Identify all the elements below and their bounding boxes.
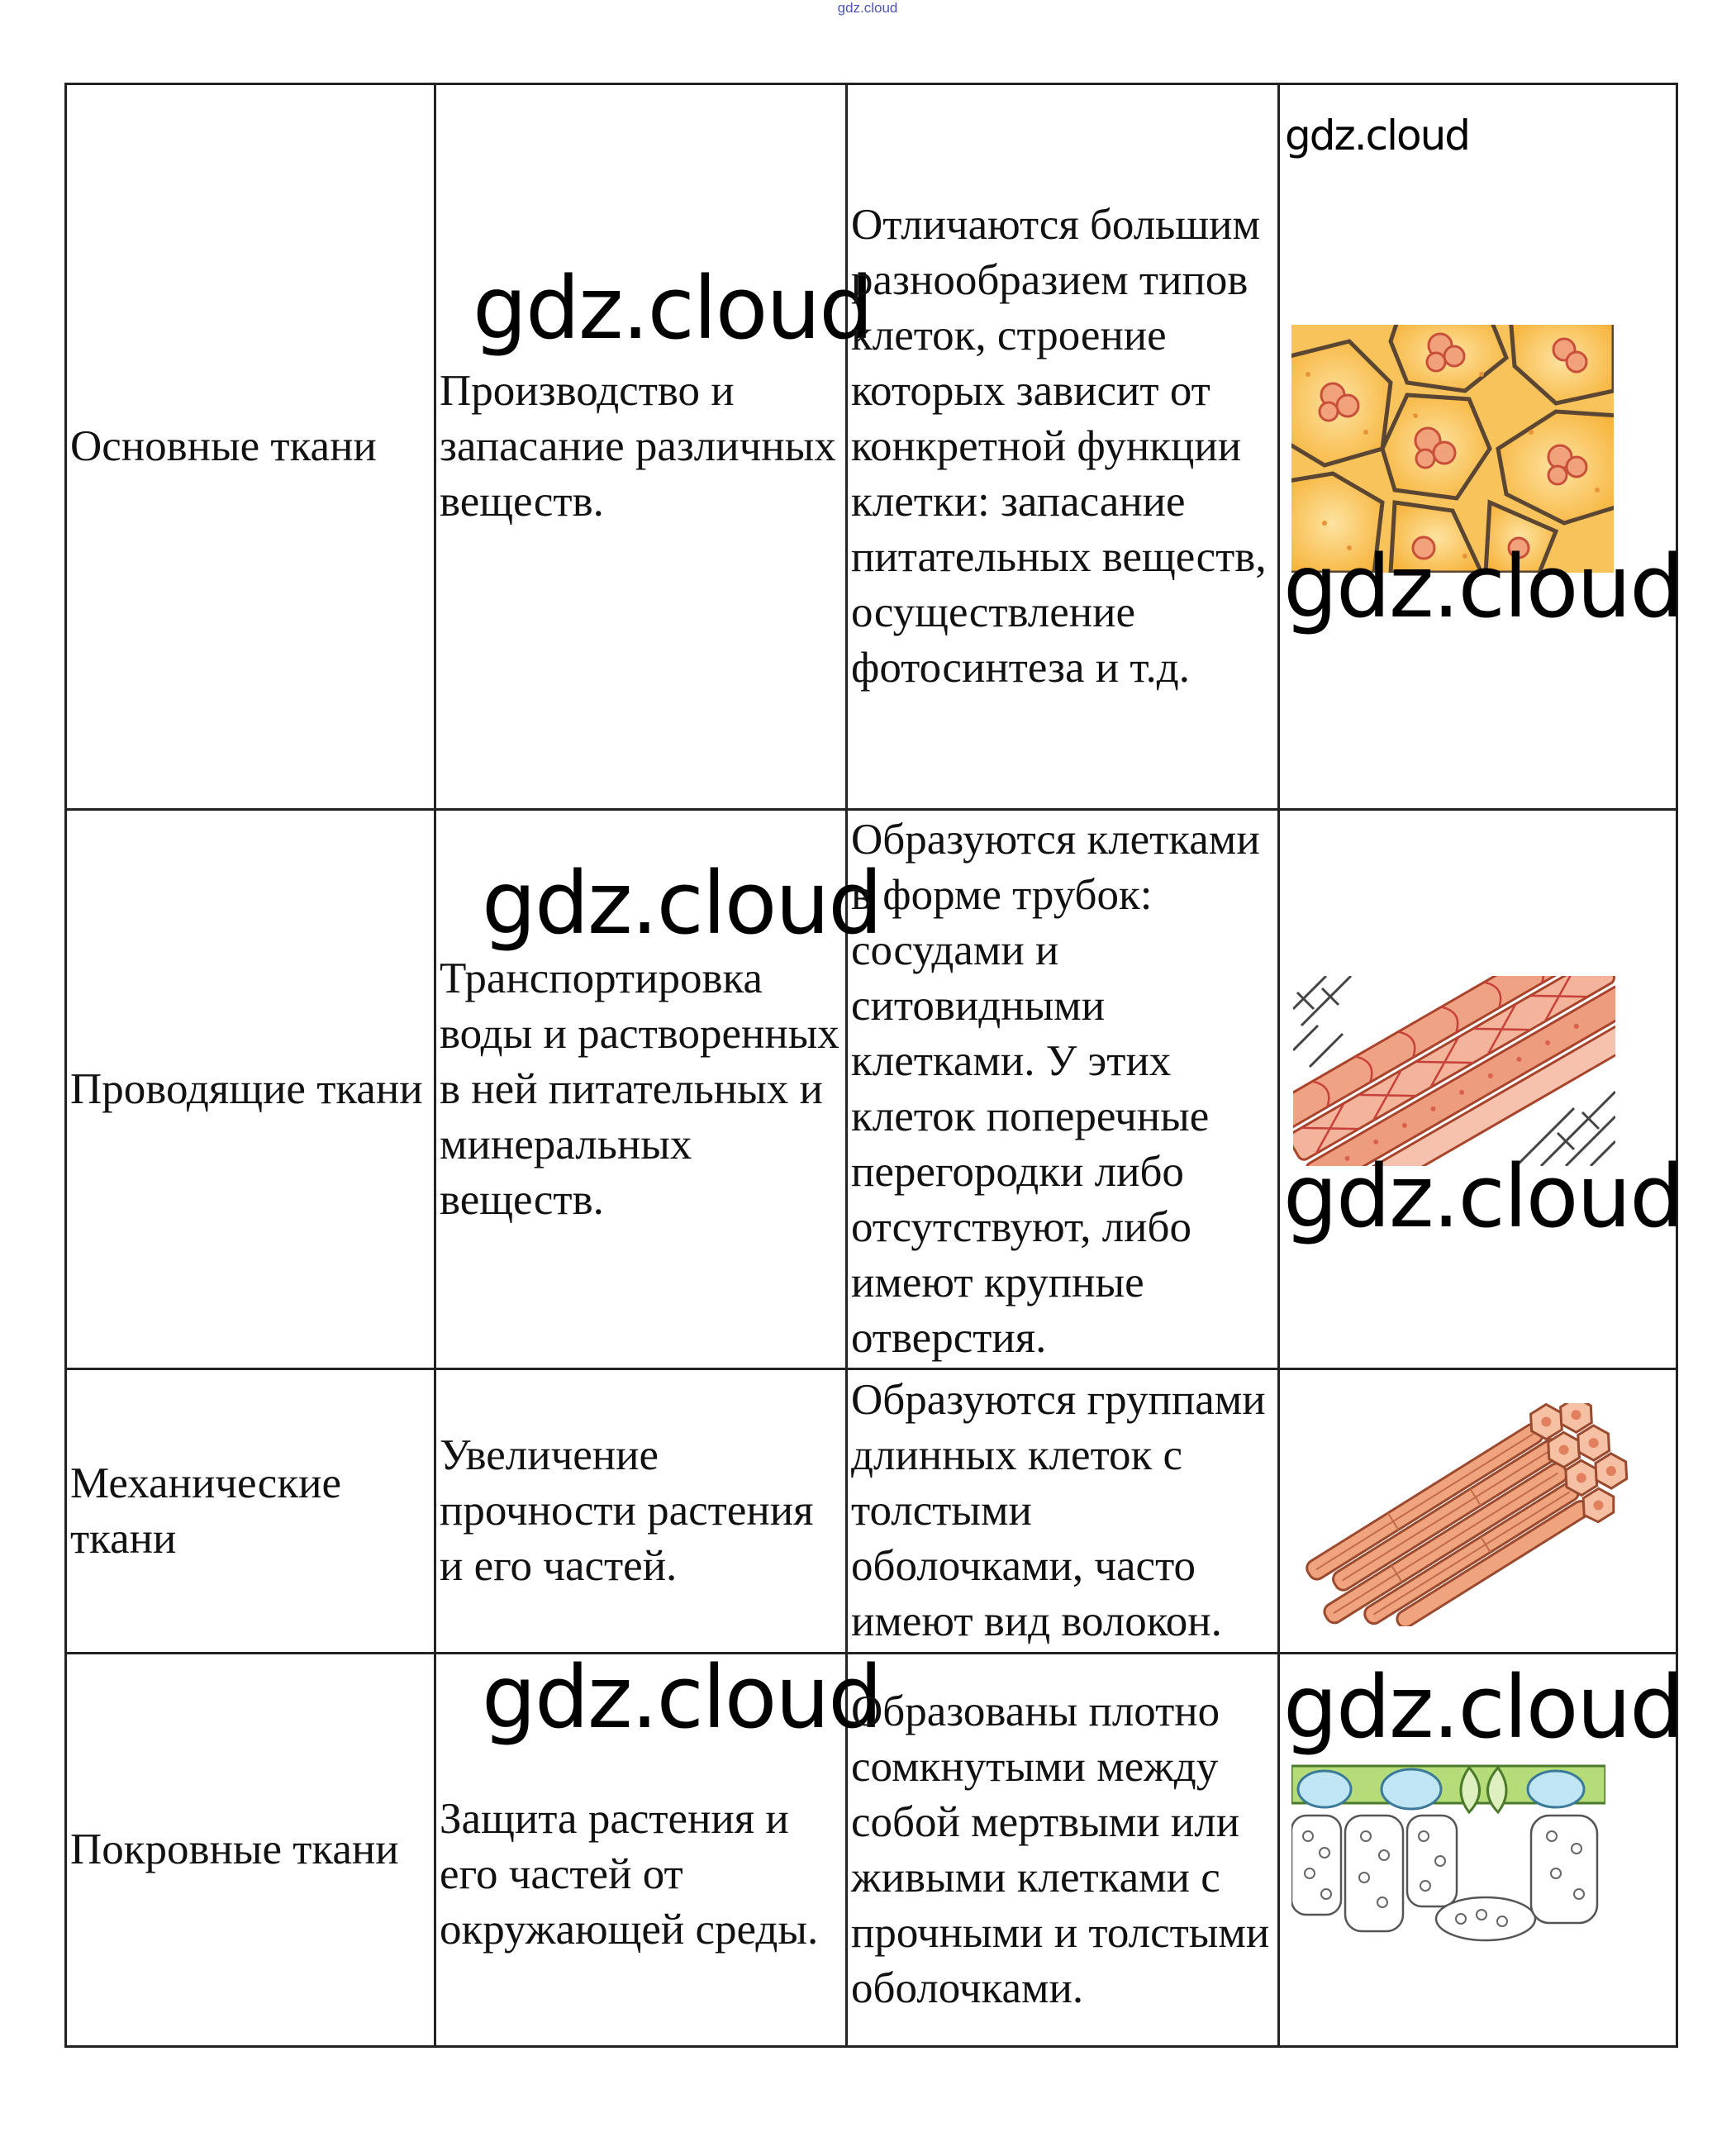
tissue-function-cell (435, 84, 873, 810)
table-row (66, 84, 1677, 810)
illustration-cell (1279, 1654, 1683, 2047)
tissue-name-cell (66, 1369, 435, 1654)
top-watermark: gdz.cloud (837, 0, 898, 16)
tissue-function-cell (435, 1369, 847, 1654)
illustration-cell (1279, 1369, 1677, 1654)
vessel-tubes-illustration (1293, 976, 1615, 1166)
watermark: gdz.cloud (1283, 1146, 1683, 1247)
tissue-function: Производство и запасание различных веществ. (440, 367, 836, 526)
tissue-function: Увеличение прочности растения и его частей. (440, 1431, 814, 1590)
watermark: gdz.cloud (473, 258, 873, 359)
fiber-bundle-illustration (1305, 1403, 1668, 1626)
tissue-structure-cell (847, 1369, 1279, 1654)
tissue-structure-cell (847, 810, 1279, 1369)
tissue-name-cell (66, 810, 435, 1369)
tissue-name-cell (66, 84, 435, 810)
watermark: gdz.cloud (482, 853, 882, 954)
tissue-function-cell (435, 810, 882, 1369)
tissue-name: Основные ткани (70, 422, 377, 470)
tissue-name: Механические ткани (70, 1459, 341, 1563)
tissue-function-cell (435, 1647, 882, 2047)
epidermis-stomata-illustration (1291, 1758, 1605, 1948)
watermark: gdz.cloud (1285, 112, 1470, 159)
parenchyma-cells-illustration (1291, 325, 1614, 573)
illustration-cell (1279, 810, 1683, 1369)
tissue-structure: Отличаются большим разнообразием типов клеток, строение которых зависит от конкретной функции клетки: запасание питательных веществ, осуществление фотосинтеза и т.д. (851, 201, 1267, 692)
tissue-name-cell (66, 1654, 435, 2047)
tissue-structure-cell (847, 1654, 1279, 2047)
table-row (66, 810, 1677, 1369)
table-row (66, 1654, 1677, 2047)
watermark: gdz.cloud (482, 1647, 882, 1748)
tissue-name: Покровные ткани (70, 1825, 399, 1873)
tissue-function: Транспортировка воды и растворенных в ней питательных и минеральных веществ. (440, 954, 839, 1224)
tissue-name: Проводящие ткани (70, 1064, 423, 1113)
watermark: gdz.cloud (1283, 1657, 1683, 1758)
tissue-structure: Образованы плотно сомкнутыми между собой мертвыми или живыми клетками с прочными и толстыми оболочками. (851, 1687, 1270, 2012)
tissue-function: Защита растения и его частей от окружающей среды. (440, 1795, 819, 1954)
tissue-structure: Образуются группами длинных клеток с толстыми оболочками, часто имеют вид волокон. (851, 1376, 1266, 1645)
tissue-structure: Образуются клетками в форме трубок: сосудами и ситовидными клетками. У этих клеток поперечные перегородки либо отсутствуют, либо имеют крупные отверстия. (851, 816, 1260, 1362)
watermark: gdz.cloud (1283, 536, 1683, 637)
table-row (66, 1369, 1677, 1654)
illustration-cell (1279, 84, 1683, 810)
tissue-structure-cell (847, 84, 1279, 810)
plant-tissues-table (64, 83, 1683, 2048)
